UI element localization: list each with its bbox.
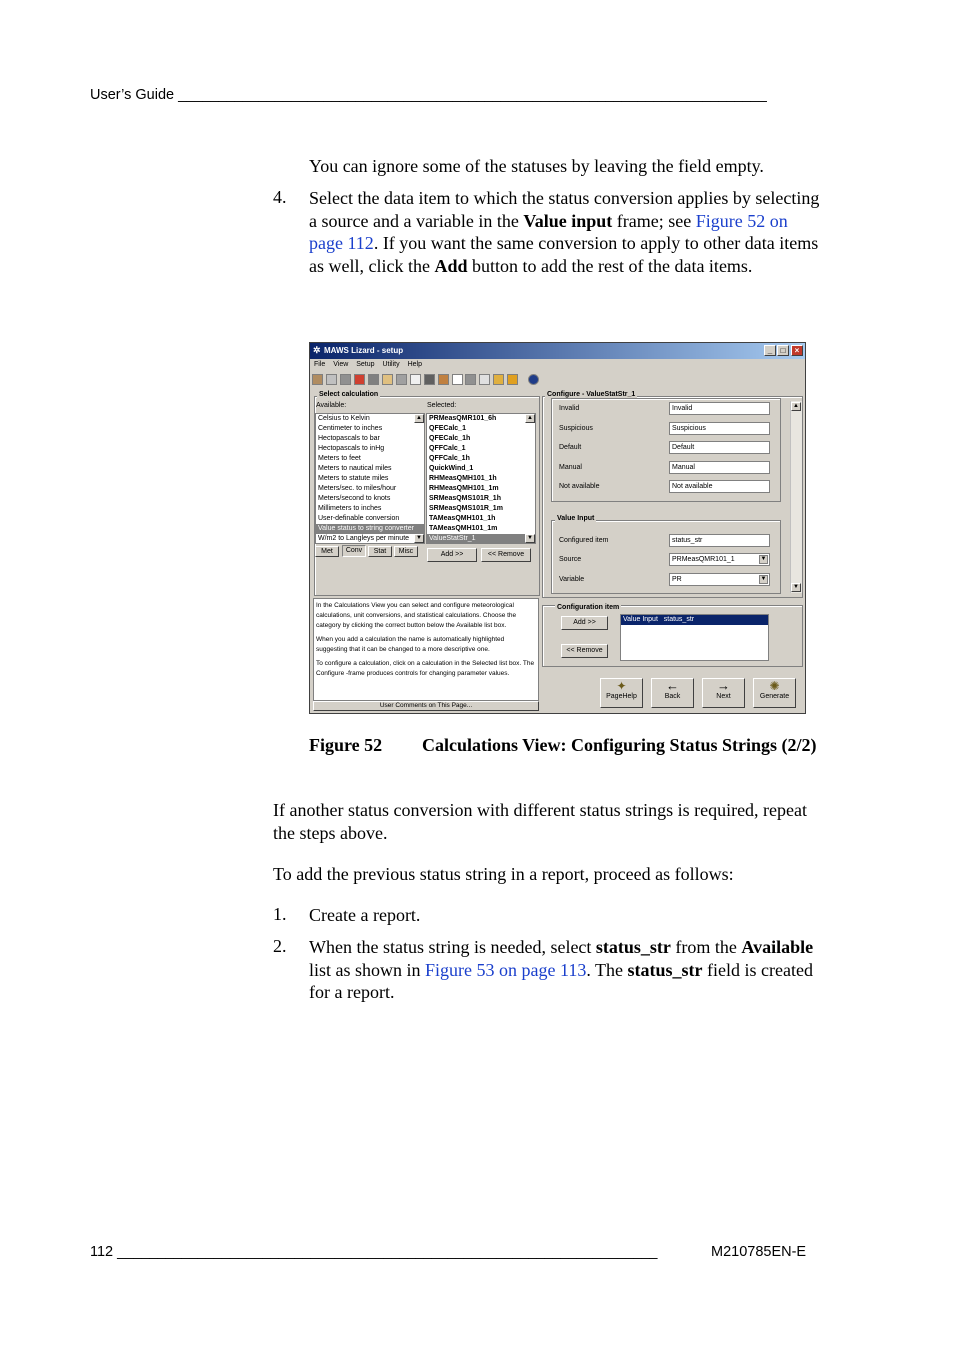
list-item[interactable]: RHMeasQMH101_1h	[429, 475, 497, 482]
list-item[interactable]: Meters/sec. to miles/hour	[318, 485, 397, 492]
list-item[interactable]: PRMeasQMR101_6h	[429, 415, 497, 422]
toolbar	[312, 374, 802, 388]
menu-bar	[314, 361, 428, 372]
default-field[interactable]: Default	[669, 441, 770, 454]
paragraph-ignore-statuses: You can ignore some of the statuses by leaving the field empty.	[309, 156, 764, 176]
scroll-up-icon[interactable]: ▲	[525, 414, 535, 423]
select-calculation-label: Select calculation	[319, 391, 379, 398]
list-item[interactable]: Hectopascals to inHg	[318, 445, 385, 452]
selected-list[interactable]	[426, 413, 536, 544]
list-item[interactable]: Meters to statute miles	[318, 475, 389, 482]
config-remove-button[interactable]: << Remove	[561, 644, 608, 658]
selected-label: Selected:	[427, 402, 457, 409]
help-text-paragraph: In the Calculations View you can select and configure meteorological calculations, unit conversions, and statistical calculations. Choose the category by clicking the correct button below the Available list box.	[316, 602, 517, 629]
list-item[interactable]: User-definable conversion	[318, 515, 400, 522]
list-item[interactable]: QFFCalc_1h	[429, 455, 470, 462]
pagehelp-icon: ✦	[616, 679, 627, 693]
tab-stat[interactable]: Stat	[368, 546, 392, 557]
config-add-button[interactable]: Add >>	[561, 616, 608, 630]
toolbar-icon[interactable]	[479, 374, 490, 385]
list-item-selected[interactable]: ValueStatStr_1	[427, 534, 535, 544]
minimize-icon[interactable]: _	[764, 345, 776, 356]
window-titlebar	[310, 343, 805, 359]
list-item[interactable]: QuickWind_1	[429, 465, 474, 472]
list-item[interactable]: Hectopascals to bar	[318, 435, 380, 442]
scroll-down-icon[interactable]: ▼	[414, 534, 424, 543]
next-button[interactable]: → Next	[702, 678, 745, 708]
available-list[interactable]	[315, 413, 425, 544]
toolbar-icon[interactable]	[368, 374, 379, 385]
step-1-text: Create a report.	[309, 905, 421, 925]
maximize-icon[interactable]: □	[777, 345, 789, 356]
tab-conv[interactable]: Conv	[342, 545, 366, 557]
generate-icon: ✺	[769, 679, 780, 693]
generate-button[interactable]: ✺ Generate	[753, 678, 796, 708]
available-label: Available:	[316, 402, 347, 409]
suspicious-label: Suspicious	[559, 425, 593, 432]
source-value: PRMeasQMR101_1	[672, 556, 735, 563]
figure-title: Calculations View: Configuring Status Strings (2/2)	[422, 735, 817, 755]
add-calculation-button[interactable]: Add >>	[427, 548, 477, 562]
step-4-number: 4.	[273, 187, 287, 207]
remove-calculation-button[interactable]: << Remove	[481, 548, 531, 562]
list-item[interactable]: Meters to feet	[318, 455, 361, 462]
toolbar-icon[interactable]	[312, 374, 323, 385]
page-footer-number: 112 ___________________________________________________________________	[90, 1244, 658, 1260]
variable-value: PR	[672, 576, 682, 583]
configure-label: Configure - ValueStatStr_1	[547, 391, 636, 398]
configured-item-field[interactable]: status_str	[669, 534, 770, 547]
configured-item-label: Configured item	[559, 537, 609, 544]
figure-52-link[interactable]: Figure 52 on page 112	[309, 210, 788, 253]
toolbar-icon[interactable]	[424, 374, 435, 385]
help-text-paragraph: To configure a calculation, click on a calculation in the Selected list box. The Configure -frame produces controls for changing parameter values.	[316, 660, 535, 677]
list-item[interactable]: QFECalc_1h	[429, 435, 471, 442]
list-item[interactable]: Millimeters to inches	[318, 505, 382, 512]
tab-met[interactable]: Met	[315, 546, 339, 557]
default-label: Default	[559, 444, 582, 451]
menu-setup[interactable]: Setup	[356, 361, 375, 368]
paragraph-add-status-string: To add the previous status string in a report, proceed as follows:	[273, 864, 734, 884]
list-item[interactable]: Centimeter to inches	[318, 425, 383, 432]
list-item[interactable]: Celsius to Kelvin	[318, 415, 370, 422]
toolbar-icon[interactable]	[465, 374, 476, 385]
toolbar-icon[interactable]	[410, 374, 421, 385]
menu-view[interactable]: View	[333, 361, 349, 368]
step-2-number: 2.	[273, 936, 287, 956]
step-4-text: Select the data item to which the status conversion applies by selecting a source and a variable in the Value input frame; see Figure 52 on page 112. If you want the same conversion to apply to other data items as well, click the Add button to add the rest of the data items.	[309, 188, 820, 276]
variable-label: Variable	[559, 576, 585, 583]
paragraph-repeat-steps: If another status conversion with different status strings is required, repeat the steps above.	[273, 800, 808, 843]
value-input-label: Value Input	[557, 515, 595, 522]
list-item[interactable]: Meters to nautical miles	[318, 465, 392, 472]
list-item[interactable]: RHMeasQMH101_1m	[429, 485, 499, 492]
user-comments-button[interactable]: User Comments on This Page...	[313, 701, 539, 711]
configuration-item-list[interactable]	[620, 614, 769, 661]
source-label: Source	[559, 556, 582, 563]
menu-utility[interactable]: Utility	[382, 361, 400, 368]
list-item-selected[interactable]: Value status to string converter	[316, 524, 424, 534]
close-icon[interactable]: ×	[791, 345, 803, 356]
variable-dropdown[interactable]	[669, 573, 770, 586]
list-item-selected[interactable]: Value Input status_str	[621, 615, 768, 625]
configuration-item-label: Configuration item	[557, 604, 620, 611]
list-item[interactable]: Meters/second to knots	[318, 495, 391, 502]
help-text-paragraph: When you add a calculation the name is automatically highlighted suggesting that it can be changed to a more descriptive one.	[316, 636, 505, 653]
list-item[interactable]: QFFCalc_1	[429, 445, 466, 452]
menu-file[interactable]: File	[314, 361, 326, 368]
scroll-down-icon[interactable]: ▼	[525, 534, 535, 543]
invalid-field[interactable]: Invalid	[669, 402, 770, 415]
list-item[interactable]: TAMeasQMH101_1m	[429, 525, 498, 532]
toolbar-icon[interactable]	[438, 374, 449, 385]
pagehelp-button[interactable]: ✦ PageHelp	[600, 678, 643, 708]
info-icon[interactable]	[528, 374, 539, 385]
scroll-up-icon[interactable]: ▲	[414, 414, 424, 423]
figure-label: Figure 52	[309, 735, 383, 755]
help-text-box	[313, 598, 539, 701]
toolbar-icon[interactable]	[326, 374, 337, 385]
list-item[interactable]: QFECalc_1	[429, 425, 466, 432]
arrow-left-icon: ←	[666, 678, 679, 693]
back-button[interactable]: ← Back	[651, 678, 694, 708]
menu-help[interactable]: Help	[407, 361, 422, 368]
list-item[interactable]: TAMeasQMH101_1h	[429, 515, 496, 522]
chevron-down-icon[interactable]: ▼	[760, 556, 767, 562]
list-item[interactable]: SRMeasQMS101R_1h	[429, 495, 501, 502]
manual-label: Manual	[559, 464, 582, 471]
source-dropdown[interactable]	[669, 553, 770, 566]
scroll-up-icon[interactable]: ▲	[791, 402, 801, 411]
app-icon: ✲	[313, 345, 321, 355]
maws-lizard-window	[309, 342, 806, 714]
step-2-text: When the status string is needed, select status_str from the Available list as shown in Figure 53 on page 113. The status_str field is created for a report.	[309, 937, 814, 1002]
not-available-label: Not available	[559, 483, 600, 490]
list-item[interactable]: W/m2 to Langleys per minute	[318, 535, 410, 542]
step-1-number: 1.	[273, 904, 287, 924]
window-title: MAWS Lizard - setup	[324, 346, 404, 355]
manual-field[interactable]: Manual	[669, 461, 770, 474]
toolbar-icon[interactable]	[507, 374, 518, 385]
toolbar-icon[interactable]	[396, 374, 407, 385]
tab-misc[interactable]: Misc	[394, 546, 418, 557]
page-footer-doc-id: M210785EN-E	[711, 1244, 807, 1260]
figure-53-link[interactable]: Figure 53 on page 113	[425, 959, 587, 980]
invalid-label: Invalid	[559, 405, 580, 412]
arrow-right-icon: →	[717, 678, 730, 693]
page-header: User’s Guide _________________________________________________________________________	[90, 87, 767, 103]
chevron-down-icon[interactable]: ▼	[760, 576, 767, 582]
toolbar-icon[interactable]	[340, 374, 351, 385]
list-item[interactable]: SRMeasQMS101R_1m	[429, 505, 503, 512]
suspicious-field[interactable]: Suspicious	[669, 422, 770, 435]
toolbar-icon[interactable]	[354, 374, 365, 385]
toolbar-icon[interactable]	[493, 374, 504, 385]
scroll-down-icon[interactable]: ▼	[791, 583, 801, 592]
toolbar-icon[interactable]	[382, 374, 393, 385]
toolbar-icon[interactable]	[452, 374, 463, 385]
not-available-field[interactable]: Not available	[669, 480, 770, 493]
configure-scrollbar[interactable]	[790, 401, 802, 593]
